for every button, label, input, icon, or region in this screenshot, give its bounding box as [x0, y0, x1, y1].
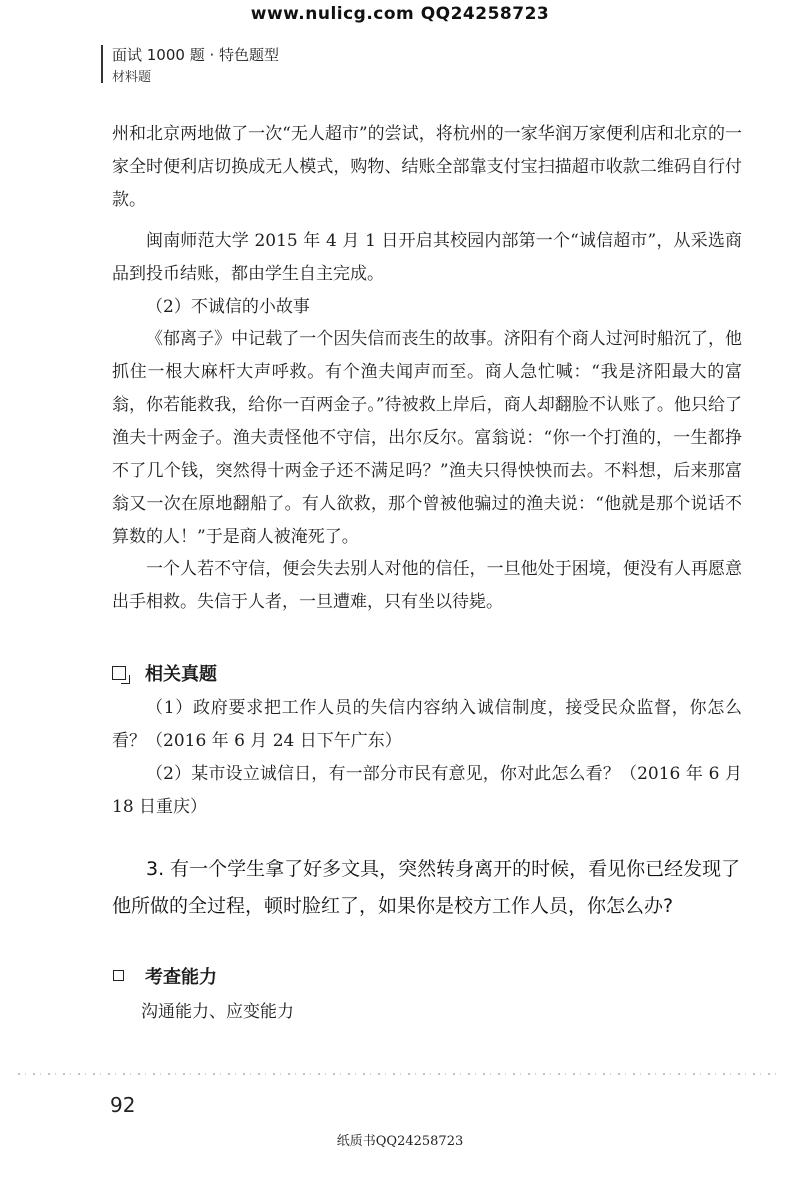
- header-divider: [101, 45, 103, 83]
- ability-content: 沟通能力、应变能力: [141, 1002, 294, 1022]
- paragraph-unmanned-store: 州和北京两地做了一次“无人超市”的尝试，将杭州的一家华润万家便利店和北京的一家全时便利店切换成无人模式，购物、结账全部靠支付宝扫描超市收款二维码自行付款。: [112, 124, 742, 210]
- header-title: 面试 1000 题 · 特色题型: [112, 46, 280, 64]
- bottom-watermark: 纸质书QQ24258723: [336, 1134, 464, 1149]
- ability-title: 考查能力: [145, 967, 217, 988]
- paragraph-honesty-supermarket: 闽南师范大学 2015 年 4 月 1 日开启其校园内部第一个“诚信超市”，从采选商品到投币结账，都由学生自主完成。: [112, 231, 742, 284]
- paragraph-yulizi-story: 《郁离子》中记载了一个因失信而丧生的故事。济阳有个商人过河时船沉了，他抓住一根大麻杆大声呼救。有个渔夫闻声而至。商人急忙喊：“我是济阳最大的富翁，你若能救我，给你一百两金子。”待被救上岸后，商人却翻脸不认账了。他只给了渔夫十两金子。渔夫责怪他不守信，出尔反尔。富翁说：“你一个打渔的，一生都挣不了几个钱，突然得十两金子还不满足吗？”渔夫只得怏怏而去。不料想，后来那富翁又一次在原地翻船了。有人欲救，那个曾被他骗过的渔夫说：“他就是那个说话不算数的人！”于是商人被淹死了。: [112, 329, 742, 547]
- subheading-dishonesty-story: （2）不诚信的小故事: [146, 297, 310, 317]
- related-questions-icon: [112, 666, 126, 680]
- header-subtitle: 材料题: [112, 70, 152, 85]
- top-watermark: www.nulicg.com QQ24258723: [250, 4, 550, 24]
- page-number: 92: [110, 1093, 136, 1117]
- related-questions-title: 相关真题: [145, 664, 217, 685]
- interview-question-3: 3. 有一个学生拿了好多文具，突然转身离开的时候，看见你已经发现了他所做的全过程，顿时脸红了，如果你是校方工作人员，你怎么办?: [112, 858, 741, 917]
- related-question-1: （1）政府要求把工作人员的失信内容纳入诚信制度，接受民众监督，你怎么看？（2016 年 6 月 24 日下午广东）: [112, 698, 742, 751]
- paragraph-conclusion: 一个人若不守信，便会失去别人对他的信任，一旦他处于困境，便没有人再愿意出手相救。失信于人者，一旦遭难，只有坐以待毙。: [112, 559, 742, 612]
- related-question-2: （2）某市设立诚信日，有一部分市民有意见，你对此怎么看？（2016 年 6 月 18 日重庆）: [112, 764, 742, 817]
- ability-icon: [113, 970, 124, 981]
- footer-divider: [18, 1073, 780, 1075]
